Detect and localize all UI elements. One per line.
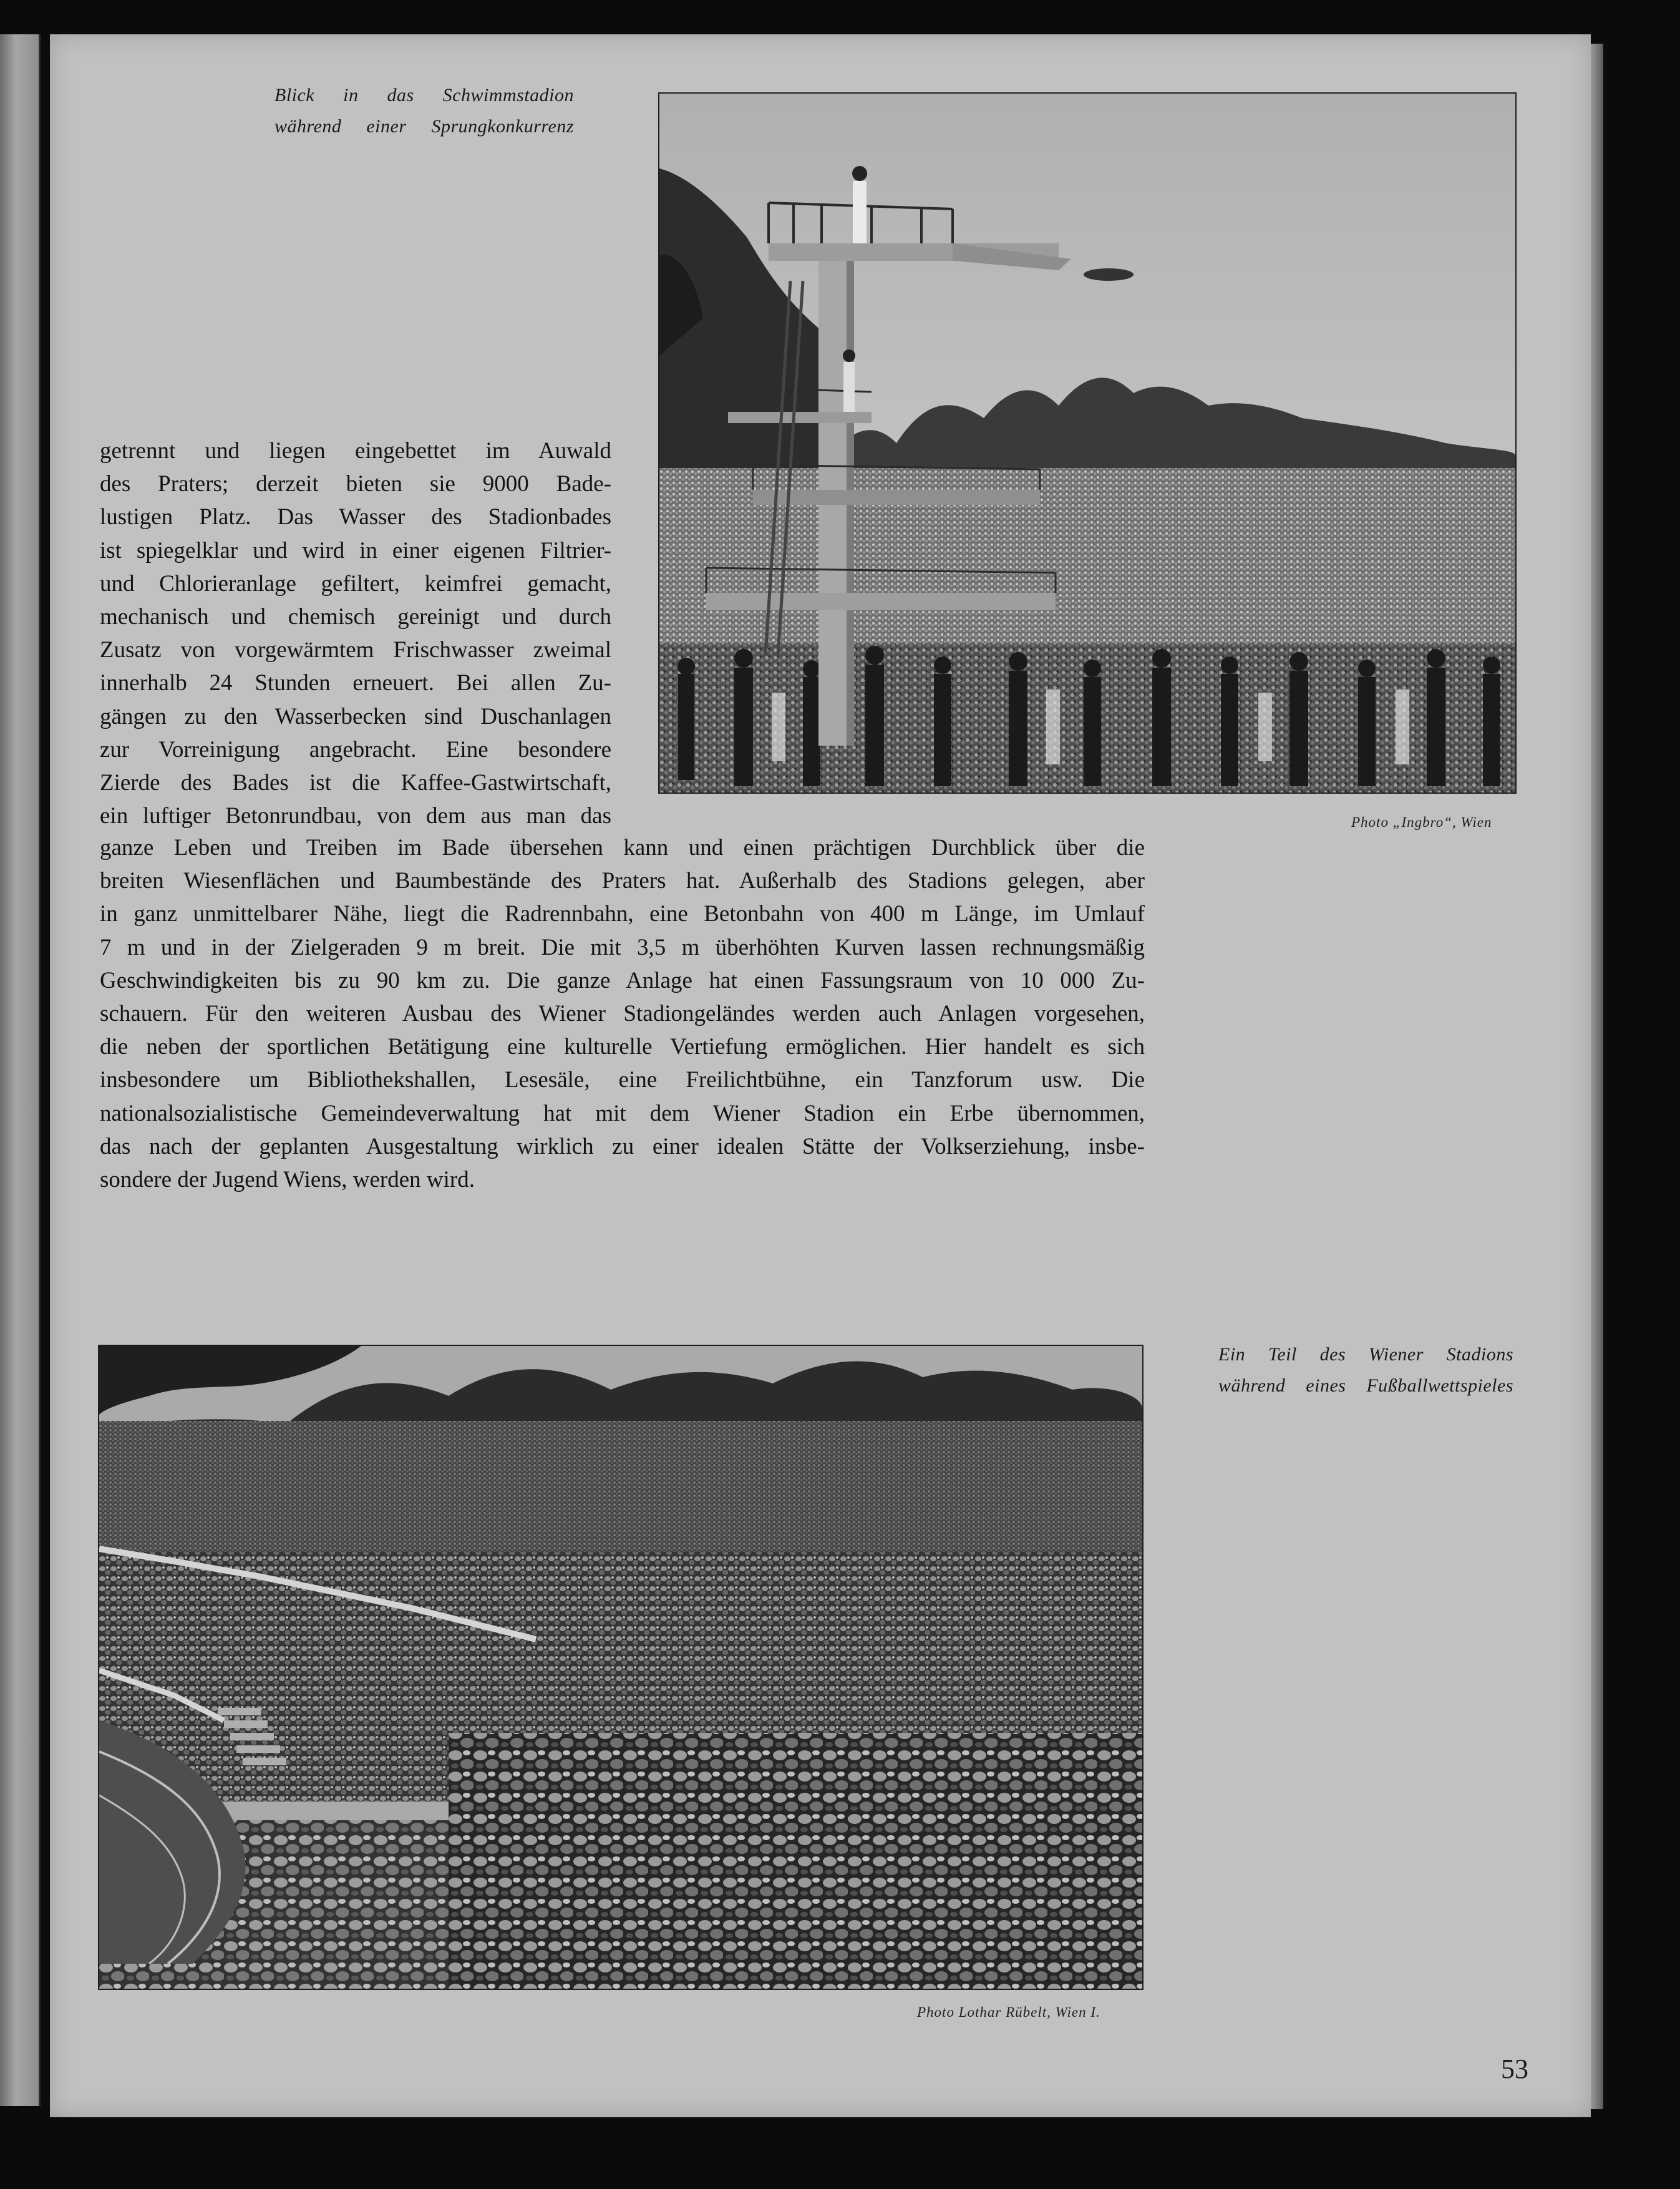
text-line: ist spiegelklar und wird in einer eigenen Filtrier- [100, 537, 611, 563]
top-photo-credit: Photo „Ingbro“, Wien [1351, 814, 1492, 830]
text-line: zur Vorreinigung angebracht. Eine besondere [100, 736, 611, 763]
text-line: in ganz unmittelbarer Nähe, liegt die Radrennbahn, eine Betonbahn von 400 m Länge, im Umlauf [100, 901, 1145, 927]
diving-tower-photo [658, 92, 1517, 794]
text-line: ganze Leben und Treiben im Bade übersehen kann und einen prächtigen Durchblick über die [100, 835, 1145, 860]
text-line: mechanisch und chemisch gereinigt und durch [100, 604, 611, 630]
article-text-full [100, 831, 1145, 1196]
stadium-crowd-photo [98, 1345, 1143, 1990]
text-line: gängen zu den Wasserbecken sind Duschanlagen [100, 703, 611, 729]
text-line: schauern. Für den weiteren Ausbau des Wiener Stadiongeländes werden auch Anlagen vorgesehen, [100, 1001, 1145, 1027]
text-line: innerhalb 24 Stunden erneuert. Bei allen Zu- [100, 670, 611, 696]
text-line: Zierde des Bades ist die Kaffee-Gastwirtschaft, [100, 770, 611, 796]
stadium-crowd-illustration [99, 1346, 1142, 1989]
text-line: Geschwindigkeiten bis zu 90 km zu. Die ganze Anlage hat einen Fassungsraum von 10 000 Zu- [100, 967, 1145, 993]
caption-line: Blick in das Schwimmstadion [274, 85, 574, 105]
bottom-photo-credit: Photo Lothar Rübelt, Wien I. [917, 2004, 1100, 2020]
text-line: lustigen Platz. Das Wasser des Stadionbades [100, 504, 611, 530]
left-page-edge [0, 34, 41, 2106]
text-line: breiten Wiesenflächen und Baumbestände des Praters hat. Außerhalb des Stadions gelegen, aber [100, 868, 1145, 894]
text-line: ein luftiger Betonrundbau, von dem aus man das [100, 803, 611, 829]
bottom-photo-caption [1218, 1339, 1513, 1402]
text-line: sondere der Jugend Wiens, werden wird. [100, 1167, 475, 1193]
page-number: 53 [1501, 2054, 1528, 2084]
text-line: das nach der geplanten Ausgestaltung wirklich zu einer idealen Stätte der Volkserziehung, insbe- [100, 1133, 1145, 1159]
top-photo-caption [274, 80, 574, 142]
page-edge-shadow [1591, 44, 1603, 2109]
text-line: 7 m und in der Zielgeraden 9 m breit. Die mit 3,5 m überhöhten Kurven lassen rechnungsmäßig [100, 934, 1145, 960]
caption-line: Ein Teil des Wiener Stadions [1218, 1344, 1513, 1365]
caption-line: während eines Fußballwettspieles [1218, 1375, 1513, 1396]
text-line: nationalsozialistische Gemeindeverwaltung hat mit dem Wiener Stadion ein Erbe übernommen, [100, 1100, 1145, 1126]
text-line: die neben der sportlichen Betätigung eine kulturelle Vertiefung ermöglichen. Hier handelt es sich [100, 1034, 1145, 1060]
text-line: und Chlorieranlage gefiltert, keimfrei gemacht, [100, 570, 611, 597]
article-text-column [100, 434, 611, 832]
text-line: des Praters; derzeit bieten sie 9000 Bade- [100, 471, 611, 497]
diving-tower-illustration [659, 94, 1515, 792]
text-line: getrennt und liegen eingebettet im Auwald [100, 438, 611, 464]
caption-line: während einer Sprungkonkurrenz [274, 116, 574, 137]
text-line: insbesondere um Bibliothekshallen, Lesesäle, eine Freilichtbühne, ein Tanzforum usw. Die [100, 1067, 1145, 1093]
text-line: Zusatz von vorgewärmtem Frischwasser zweimal [100, 637, 611, 663]
